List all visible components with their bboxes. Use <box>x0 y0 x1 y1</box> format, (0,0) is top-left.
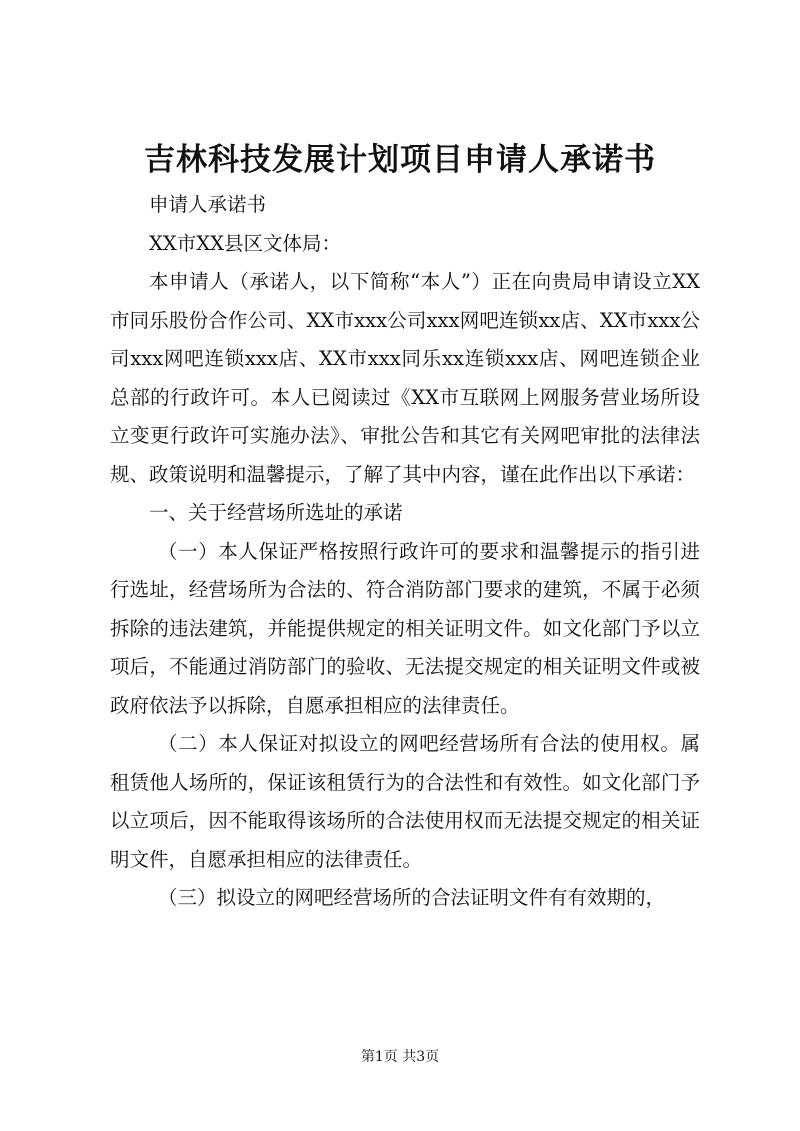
document-body <box>110 186 700 918</box>
section-heading-site: 一、关于经营场所选址的承诺 <box>149 501 403 524</box>
paragraph-item-2: （二）本人保证对拟设立的网吧经营场所有合法的使用权。属租赁他人场所的，保证该租赁行为的合法性和有效性。如文化部门予以立项后，因不能取得该场所的合法使用权而无法提交规定的相关证明文件，自愿承担相应的法律责任。 <box>110 732 700 871</box>
document-title: 吉林科技发展计划项目申请人承诺书 <box>144 142 656 178</box>
paragraph-item-3: （三）拟设立的网吧经营场所的合法证明文件有有效期的， <box>158 886 666 909</box>
paragraph-addressee: XX市XX县区文体局： <box>149 231 342 255</box>
paragraph-heading: 申请人承诺书 <box>149 193 267 216</box>
paragraph-intro: 本申请人（承诺人，以下简称“本人”）正在向贵局申请设立XX市同乐股份合作公司、XX市xxx公司xxx网吧连锁xx店、XX市xxx公司xxx网吧连锁xxx店、XX市xxx同乐xx连锁xxx店、网吧连锁企业总部的行政许可。本人已阅读过《XX市互联网上网服务营业场所设立变更行政许可实施办法》、审批公告和其它有关网吧审批的法律法规、政策说明和温馨提示，了解了其中内容，谨在此作出以下承诺： <box>110 270 700 486</box>
page-number: 第1页 共3页 <box>360 1049 440 1065</box>
paragraph-item-1: （一）本人保证严格按照行政许可的要求和温馨提示的指引进行选址，经营场所为合法的、符合消防部门要求的建筑，不属于必须拆除的违法建筑，并能提供规定的相关证明文件。如文化部门予以立项后，不能通过消防部门的验收、无法提交规定的相关证明文件或被政府依法予以拆除，自愿承担相应的法律责任。 <box>110 539 700 717</box>
